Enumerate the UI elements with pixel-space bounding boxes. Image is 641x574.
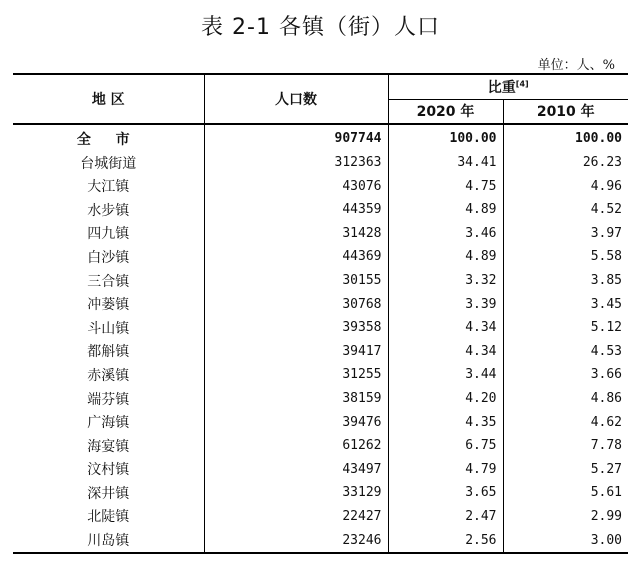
population-table	[13, 73, 628, 554]
row-proportion-2020: 2.56	[388, 528, 503, 553]
row-proportion-2020: 4.20	[388, 387, 503, 411]
row-proportion-2010: 7.78	[590, 438, 622, 454]
unit-note: 单位：人、%	[537, 58, 615, 73]
row-population: 907744	[204, 124, 388, 151]
header-area: 地 区	[13, 74, 204, 124]
header-year-2020: 2020 年	[388, 99, 503, 124]
row-area-name: 赤溪镇	[13, 363, 204, 387]
row-population: 43076	[204, 174, 388, 198]
row-proportion-2020: 3.44	[388, 363, 503, 387]
row-area-name: 台城街道	[13, 151, 204, 175]
row-population: 44359	[204, 198, 388, 222]
row-proportion-2010: 5.58	[590, 249, 622, 265]
table-row	[13, 292, 628, 316]
row-population: 39476	[204, 410, 388, 434]
row-population: 43497	[204, 458, 388, 482]
row-proportion-2020: 4.34	[388, 340, 503, 364]
row-population: 22427	[204, 505, 388, 529]
row-population: 39417	[204, 340, 388, 364]
table-row	[13, 410, 628, 434]
row-proportion-2020: 2.47	[388, 505, 503, 529]
table-title: 表 2-1 各镇（街）人口	[201, 15, 440, 40]
table-row	[13, 151, 628, 175]
row-proportion-2010: 26.23	[582, 155, 622, 171]
row-area-name: 水步镇	[13, 198, 204, 222]
table-row	[13, 174, 628, 198]
row-proportion-2020: 4.34	[388, 316, 503, 340]
row-area-name: 斗山镇	[13, 316, 204, 340]
table-row	[13, 434, 628, 458]
row-proportion-2020: 4.89	[388, 198, 503, 222]
row-proportion-2010: 4.86	[590, 391, 622, 407]
row-proportion-2020: 3.39	[388, 292, 503, 316]
row-proportion-2010: 3.97	[590, 225, 622, 241]
row-population: 23246	[204, 528, 388, 553]
row-area-name: 四九镇	[13, 222, 204, 246]
row-proportion-2010: 5.61	[590, 485, 622, 501]
row-proportion-2020: 4.35	[388, 410, 503, 434]
row-proportion-2010: 5.12	[590, 320, 622, 336]
header-population: 人口数	[204, 74, 388, 124]
row-proportion-2020: 4.75	[388, 174, 503, 198]
header-proportion-label: 比重	[487, 79, 516, 96]
table-row	[13, 198, 628, 222]
row-proportion-2010: 2.99	[590, 508, 622, 524]
row-proportion-2020: 4.79	[388, 458, 503, 482]
row-proportion-2020: 4.89	[388, 245, 503, 269]
row-area-name: 都斛镇	[13, 340, 204, 364]
row-proportion-2020: 3.46	[388, 222, 503, 246]
table-header	[13, 74, 628, 124]
row-proportion-2020: 3.32	[388, 269, 503, 293]
row-proportion-2010: 3.45	[590, 296, 622, 312]
row-proportion-2020: 100.00	[388, 124, 503, 151]
table-row	[13, 481, 628, 505]
row-proportion-2010: 4.53	[590, 343, 622, 359]
row-population: 61262	[204, 434, 388, 458]
row-proportion-2010: 3.00	[590, 532, 622, 548]
row-area-name: 端芬镇	[13, 387, 204, 411]
row-proportion-2010: 4.62	[590, 414, 622, 430]
row-population: 39358	[204, 316, 388, 340]
row-area-name: 海宴镇	[13, 434, 204, 458]
table-row	[13, 269, 628, 293]
row-proportion-2010: 100.00	[575, 131, 622, 147]
row-population: 31255	[204, 363, 388, 387]
row-population: 44369	[204, 245, 388, 269]
table-body	[13, 124, 628, 553]
row-area-name: 全 市	[13, 124, 204, 151]
header-proportion-note: [4]	[515, 79, 529, 89]
table-row	[13, 245, 628, 269]
row-area-name: 深井镇	[13, 481, 204, 505]
table-row	[13, 222, 628, 246]
row-proportion-2020: 3.65	[388, 481, 503, 505]
row-population: 33129	[204, 481, 388, 505]
row-area-name: 川岛镇	[13, 528, 204, 553]
table-row	[13, 124, 628, 151]
table-row	[13, 505, 628, 529]
table-row	[13, 340, 628, 364]
row-area-name: 北陡镇	[13, 505, 204, 529]
row-proportion-2010: 3.85	[590, 273, 622, 289]
row-area-name: 汶村镇	[13, 458, 204, 482]
row-area-name: 白沙镇	[13, 245, 204, 269]
row-proportion-2020: 6.75	[388, 434, 503, 458]
table-row	[13, 363, 628, 387]
table-row	[13, 528, 628, 553]
table-row	[13, 387, 628, 411]
row-proportion-2010: 4.52	[590, 202, 622, 218]
row-population: 38159	[204, 387, 388, 411]
row-population: 30768	[204, 292, 388, 316]
header-proportion	[388, 74, 628, 99]
row-population: 30155	[204, 269, 388, 293]
row-area-name: 三合镇	[13, 269, 204, 293]
header-year-2010: 2010 年	[503, 99, 628, 124]
row-proportion-2010: 4.96	[590, 178, 622, 194]
row-population: 31428	[204, 222, 388, 246]
table-row	[13, 316, 628, 340]
row-area-name: 大江镇	[13, 174, 204, 198]
row-proportion-2020: 34.41	[388, 151, 503, 175]
table-row	[13, 458, 628, 482]
row-proportion-2010: 5.27	[590, 461, 622, 477]
row-area-name: 冲蒌镇	[13, 292, 204, 316]
row-area-name: 广海镇	[13, 410, 204, 434]
row-population: 312363	[204, 151, 388, 175]
row-proportion-2010: 3.66	[590, 367, 622, 383]
